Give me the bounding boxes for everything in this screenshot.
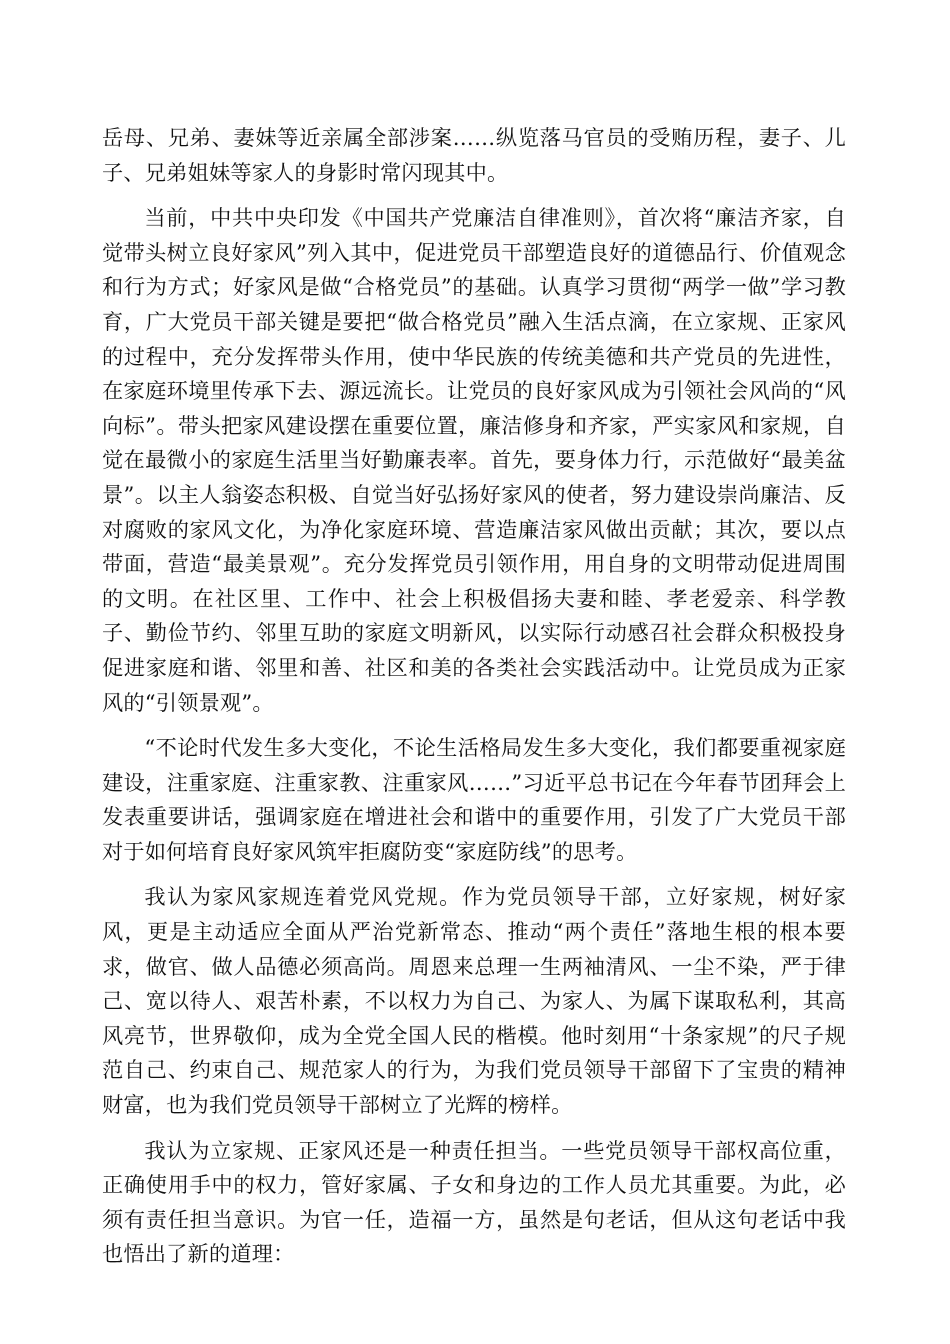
paragraph-responsibility: 我认为立家规、正家风还是一种责任担当。一些党员领导干部权高位重，正确使用手中的权力，管好家属、子女和身边的工作人员尤其重要。为此，必须有责任担当意识。为官一任，造福一方，虽然是句老话，但从这句老话中我也悟出了新的道理： bbox=[102, 1137, 846, 1267]
paragraph-family-rules-party-rules: 我认为家风家规连着党风党规。作为党员领导干部，立好家规，树好家风，更是主动适应全面从严治党新常态、推动“两个责任”落地生根的根本要求，做官、做人品德必须高尚。周恩来总理一生两袖清风、一尘不染，严于律己、宽以待人、艰苦朴素，不以权力为自己、为家人、为属下谋取私利，其高风亮节，世界敬仰，成为全党全国人民的楷模。他时刻用“十条家规”的尺子规范自己、约束自己、规范家人的行为，为我们党员领导干部留下了宝贵的精神财富，也为我们党员领导干部树立了光辉的榜样。 bbox=[102, 884, 846, 1118]
paragraph-family-speech: “不论时代发生多大变化，不论生活格局发生多大变化，我们都要重视家庭建设，注重家庭、注重家教、注重家风……”习近平总书记在今年春节团拜会上发表重要讲话，强调家庭在增进社会和谐中的重要作用，引发了广大党员干部对于如何培育良好家风筑牢拒腐防变“家庭防线”的思考。 bbox=[102, 735, 846, 864]
paragraph-continuation: 岳母、兄弟、妻妹等近亲属全部涉案……纵览落马官员的受贿历程，妻子、儿子、兄弟姐妹等家人的身影时常闪现其中。 bbox=[102, 125, 846, 185]
paragraph-integrity-guideline: 当前，中共中央印发《中国共产党廉洁自律准则》，首次将“廉洁齐家，自觉带头树立良好家风”列入其中，促进党员干部塑造良好的道德品行、价值观念和行为方式；好家风是做“合格党员”的基础。认真学习贯彻“两学一做”学习教育，广大党员干部关键是要把“做合格党员”融入生活点滴，在立家规、正家风的过程中，充分发挥带头作用，使中华民族的传统美德和共产党员的先进性，在家庭环境里传承下去、源远流长。让党员的良好家风成为引领社会风尚的“风向标”。带头把家风建设摆在重要位置，廉洁修身和齐家，严实家风和家规，自觉在最微小的家庭生活里当好勤廉表率。首先，要身体力行，示范做好“最美盆景”。以主人翁姿态积极、自觉当好弘扬好家风的使者，努力建设崇尚廉洁、反对腐败的家风文化，为净化家庭环境、营造廉洁家风做出贡献；其次，要以点带面，营造“最美景观”。充分发挥党员引领作用，用自身的文明带动促进周围的文明。在社区里、工作中、社会上积极倡扬夫妻和睦、孝老爱亲、科学教子、勤俭节约、邻里互助的家庭文明新风，以实际行动感召社会群众积极投身促进家庭和谐、邻里和善、社区和美的各类社会实践活动中。让党员成为正家风的“引领景观”。 bbox=[102, 205, 846, 715]
document-body bbox=[102, 121, 846, 1272]
